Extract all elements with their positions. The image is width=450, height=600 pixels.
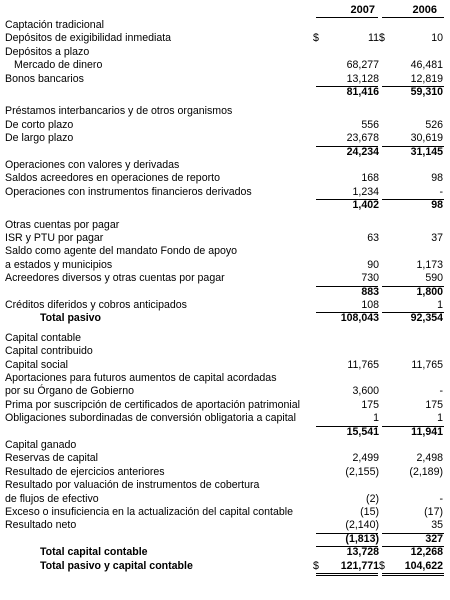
value-2006: 11,941 (411, 425, 443, 438)
header-rule-2006 (382, 17, 444, 18)
value-2006: 12,819 (410, 72, 443, 85)
value-2007: 13,128 (346, 72, 379, 85)
subtotal-rule-2007 (316, 86, 378, 87)
value-2007: 13,728 (346, 546, 379, 559)
value-2006: 2,498 (416, 452, 443, 465)
value-2007: 15,541 (346, 425, 379, 438)
value-2006: (17) (424, 506, 443, 518)
subtotal-rule-2006 (382, 86, 444, 87)
value-2007: 68,277 (346, 59, 379, 72)
value-2006: 1 (437, 299, 443, 311)
value-2006: 12,268 (410, 546, 443, 559)
row-label: Captación tradicional (5, 19, 104, 31)
value-2007: 883 (361, 285, 379, 298)
value-2007: 1 (373, 412, 379, 425)
value-2007: 23,678 (346, 132, 379, 145)
row-label: Obligaciones subordinadas de conversión obligatoria a capital (5, 412, 296, 425)
statement-row (0, 73, 450, 86)
statement-row (0, 466, 450, 479)
statement-row (0, 439, 450, 452)
row-label: De largo plazo (5, 132, 74, 145)
row-label: Reservas de capital (5, 452, 99, 465)
value-2007: 168 (361, 172, 379, 185)
statement-row (0, 506, 450, 519)
value-2007: 90 (367, 258, 379, 271)
value-2006: - (439, 385, 443, 398)
grand-total-double-rule-2007 (316, 575, 378, 576)
statement-row (0, 412, 450, 425)
row-label: Mercado de dinero (14, 59, 103, 72)
currency-sign-2006: $ (379, 559, 385, 572)
total-pasivo-rule-2006 (382, 312, 444, 313)
row-label: Total pasivo y capital contable (40, 559, 193, 572)
subtotal-rule-2006 (382, 286, 444, 287)
subtotal-row (0, 86, 450, 99)
row-label: Total capital contable (40, 546, 148, 559)
statement-row (0, 259, 450, 272)
value-2006: - (439, 185, 443, 198)
value-2007: (1,813) (345, 532, 379, 545)
currency-sign-2007: $ (313, 32, 319, 45)
value-2007: 11 (368, 32, 379, 45)
statement-row (0, 172, 450, 185)
value-2007: 108,043 (340, 312, 379, 325)
value-2006: 59,310 (410, 86, 443, 98)
statement-row (0, 159, 450, 172)
value-2007: (2,155) (345, 465, 379, 478)
subtotal-rule-2007 (316, 146, 378, 147)
statement-row (0, 219, 450, 232)
row-label: Otras cuentas por pagar (5, 218, 120, 231)
value-2006: 35 (431, 519, 443, 532)
total-rule-2006 (382, 546, 444, 547)
statement-row (0, 119, 450, 132)
row-label: Acreedores diversos y otras cuentas por pagar (5, 272, 225, 285)
statement-row (0, 372, 450, 385)
value-2007: 108 (361, 299, 379, 311)
row-label: Resultado de ejercicios anteriores (5, 465, 165, 478)
statement-row (0, 59, 450, 72)
row-label: Saldos acreedores en operaciones de reporto (5, 172, 220, 185)
total-pasivo-rule-2007 (316, 312, 378, 313)
value-2006: 327 (425, 532, 443, 545)
value-2006: 1,173 (416, 258, 443, 271)
value-2007: 24,234 (346, 145, 379, 158)
value-2007: (2,140) (345, 519, 379, 532)
row-label: Capital contable (5, 331, 81, 344)
total-row (0, 546, 450, 559)
statement-row (0, 399, 450, 412)
statement-row (0, 493, 450, 506)
statement-row (0, 46, 450, 59)
statement-row (0, 105, 450, 118)
statement-row (0, 32, 450, 45)
subtotal-rule-2007 (316, 199, 378, 200)
subtotal-rule-2006 (382, 146, 444, 147)
grand-total-rule-2006 (382, 573, 444, 574)
statement-row (0, 452, 450, 465)
value-2007: 63 (367, 232, 379, 244)
currency-sign-2006: $ (379, 32, 385, 45)
total-row (0, 312, 450, 325)
row-label: por su Órgano de Gobierno (5, 385, 134, 398)
statement-row (0, 232, 450, 245)
row-label: de flujos de efectivo (5, 492, 99, 505)
subtotal-row (0, 533, 450, 546)
row-label: Prima por suscripción de certificados de aportación patrimonial (5, 398, 301, 411)
statement-row (0, 132, 450, 145)
value-2006: 98 (431, 199, 443, 212)
header-rule-2007 (316, 17, 378, 18)
row-label: De corto plazo (5, 118, 74, 131)
value-2007: 175 (361, 398, 379, 411)
statement-row (0, 479, 450, 492)
value-2007: 3,600 (352, 385, 379, 398)
row-label: a estados y municipios (5, 258, 113, 271)
row-label: Operaciones con valores y derivadas (5, 159, 180, 171)
row-label: Operaciones con instrumentos financieros derivados (5, 185, 252, 198)
row-label: Préstamos interbancarios y de otros organismos (5, 105, 233, 118)
subtotal-rule-2007 (316, 533, 378, 534)
statement-row (0, 245, 450, 258)
value-2006: 526 (425, 118, 443, 131)
subtotal-rule-2006 (382, 199, 444, 200)
value-2006: 11,765 (411, 358, 443, 371)
value-2006: 104,622 (404, 559, 443, 572)
value-2006: 10 (431, 32, 443, 45)
row-label: Total pasivo (40, 312, 102, 325)
statement-row (0, 19, 450, 32)
value-2006: 98 (431, 172, 443, 185)
statement-row (0, 345, 450, 358)
row-label: Exceso o insuficiencia en la actualización del capital contable (5, 506, 293, 518)
row-label: Bonos bancarios (5, 72, 84, 85)
value-2006: 30,619 (410, 132, 443, 145)
subtotal-row (0, 286, 450, 299)
value-2007: 121,771 (340, 559, 379, 572)
value-2006: 590 (425, 272, 443, 285)
subtotal-row (0, 146, 450, 159)
value-2007: 1,402 (352, 199, 379, 212)
statement-row (0, 519, 450, 532)
value-2006: (2,189) (409, 465, 443, 478)
value-2007: 81,416 (346, 86, 379, 98)
row-label: Capital ganado (5, 439, 77, 451)
value-2007: (2) (366, 492, 379, 505)
row-label: ISR y PTU por pagar (5, 232, 104, 244)
row-label: Depósitos de exigibilidad inmediata (5, 32, 172, 45)
value-2006: 1 (437, 412, 443, 425)
row-label: Capital social (5, 358, 69, 371)
value-2007: 11,765 (347, 358, 379, 371)
currency-sign-2007: $ (313, 559, 319, 572)
total-row (0, 560, 450, 573)
value-2006: 31,145 (410, 145, 443, 158)
statement-row (0, 385, 450, 398)
column-header-2007: 2007 (350, 4, 375, 16)
statement-row (0, 332, 450, 345)
row-label: Aportaciones para futuros aumentos de capital acordadas (5, 372, 277, 384)
value-2006: 92,354 (410, 312, 443, 325)
value-2006: 46,481 (410, 59, 443, 72)
subtotal-rule-2006 (382, 426, 444, 427)
grand-total-rule-2007 (316, 573, 378, 574)
value-2007: (15) (360, 506, 379, 518)
grand-total-double-rule-2006 (382, 575, 444, 576)
value-2007: 2,499 (352, 452, 379, 465)
statement-row (0, 272, 450, 285)
subtotal-row (0, 426, 450, 439)
row-label: Resultado por valuación de instrumentos de cobertura (5, 479, 260, 492)
value-2006: - (439, 492, 443, 505)
value-2007: 730 (361, 272, 379, 285)
row-label: Resultado neto (5, 519, 77, 532)
value-2006: 1,800 (416, 285, 443, 298)
statement-row (0, 186, 450, 199)
value-2007: 1,234 (352, 185, 379, 198)
subtotal-rule-2006 (382, 533, 444, 534)
row-label: Depósitos a plazo (5, 45, 90, 58)
value-2006: 175 (425, 398, 443, 411)
total-rule-2007 (316, 546, 378, 547)
row-label: Saldo como agente del mandato Fondo de apoyo (5, 245, 238, 258)
subtotal-rule-2007 (316, 426, 378, 427)
column-header-2006: 2006 (412, 4, 437, 16)
row-label: Créditos diferidos y cobros anticipados (5, 299, 187, 311)
row-label: Capital contribuido (5, 345, 93, 358)
value-2007: 556 (361, 118, 379, 131)
statement-row (0, 299, 450, 312)
value-2006: 37 (431, 232, 443, 244)
statement-row (0, 359, 450, 372)
subtotal-row (0, 199, 450, 212)
subtotal-rule-2007 (316, 286, 378, 287)
